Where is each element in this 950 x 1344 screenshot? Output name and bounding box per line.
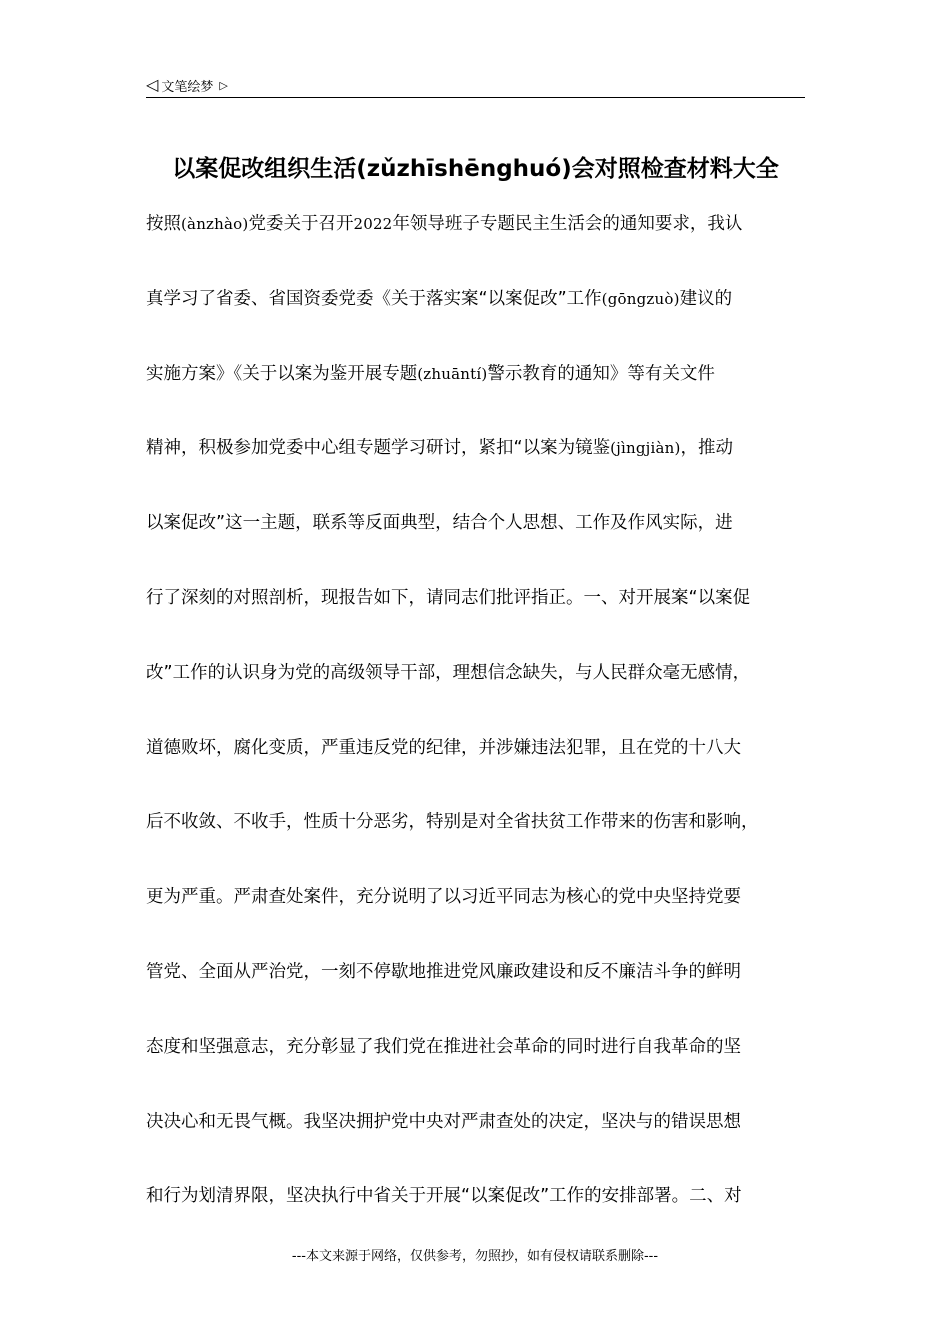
text-line [146,1030,826,1105]
text-segment: 态度和坚强意志，充分彰显了我们党在推进社会革命的同时进行自我革命的坚 [146,1036,741,1057]
pinyin-annotation: (jìngjiàn) [610,439,681,458]
text-line [146,805,826,880]
text-segment: 建议的 [679,288,733,309]
text-segment: 行了深刻的对照剖析，现报告如下，请同志们批评指正。一、对开展案“以案促 [146,587,751,608]
text-segment: 管党、全面从严治党，一刻不停歇地推进党风廉政建设和反不廉洁斗争的鲜明 [146,961,741,982]
text-line [146,656,826,731]
year-number: 2022 [353,215,393,233]
text-segment: 党委关于召开 [248,214,354,234]
header-divider [146,97,805,98]
text-segment: 后不收敛、不收手，性质十分恶劣，特别是对全省扶贫工作带来的伤害和影响， [146,812,759,833]
pinyin-annotation: (zhuāntí) [417,364,488,383]
text-line [146,1105,826,1180]
text-segment: 决决心和无畏气概。我坚决拥护党中央对严肃查处的决定，坚决与的错误思想 [146,1111,741,1132]
text-line [146,1179,826,1254]
triangle-right-icon: ▷ [219,78,228,92]
text-segment: 精神，积极参加党委中心组专题学习研讨，紧扣“以案为镜鉴 [146,438,611,459]
pinyin-annotation: (gōngzuò) [601,289,680,308]
text-line [146,282,826,357]
text-segment: 实施方案》《关于以案为鉴开展专题 [146,363,418,384]
text-segment: 以案促改”这一主题，联系等反面典型，结合个人思想、工作及作风实际，进 [146,513,733,534]
body-text [146,207,826,1254]
text-line [146,581,826,656]
text-line [146,431,826,506]
footer-disclaimer: ---本文来源于网络，仅供参考，勿照抄，如有侵权请联系删除--- [291,1249,659,1264]
text-segment: 和行为划清界限，坚决执行中省关于开展“以案促改”工作的安排部署。二、对 [146,1186,742,1207]
pinyin-annotation: (ànzhào) [181,215,249,233]
text-line [146,731,826,806]
text-segment: 年领导班子专题民主生活会的通知要求，我认 [392,214,743,234]
text-segment: ，推动 [680,438,734,459]
text-segment: 改”工作的认识身为党的高级领导干部，理想信念缺失，与人民群众毫无感情， [146,662,751,683]
text-segment: 真学习了省委、省国资委党委《关于落实案“以案促改”工作 [146,288,602,309]
text-line [146,207,826,282]
text-line [146,955,826,1030]
document-header [146,74,805,96]
triangle-left-icon: ◁ [146,75,159,94]
header-label: 文笔绘梦 [161,79,214,95]
text-line [146,357,826,432]
text-segment: 按照 [146,214,181,234]
text-line [146,880,826,955]
text-segment: 警示教育的通知》等有关文件 [487,363,715,384]
text-segment: 道德败坏，腐化变质，严重违反党的纪律，并涉嫌违法犯罪，且在党的十八大 [146,737,741,758]
document-title: 以案促改组织生活(zǔzhīshēnghuó)会对照检查材料大全 [172,156,779,182]
text-line [146,506,826,581]
text-segment: 更为严重。严肃查处案件，充分说明了以习近平同志为核心的党中央坚持党要 [146,887,741,908]
